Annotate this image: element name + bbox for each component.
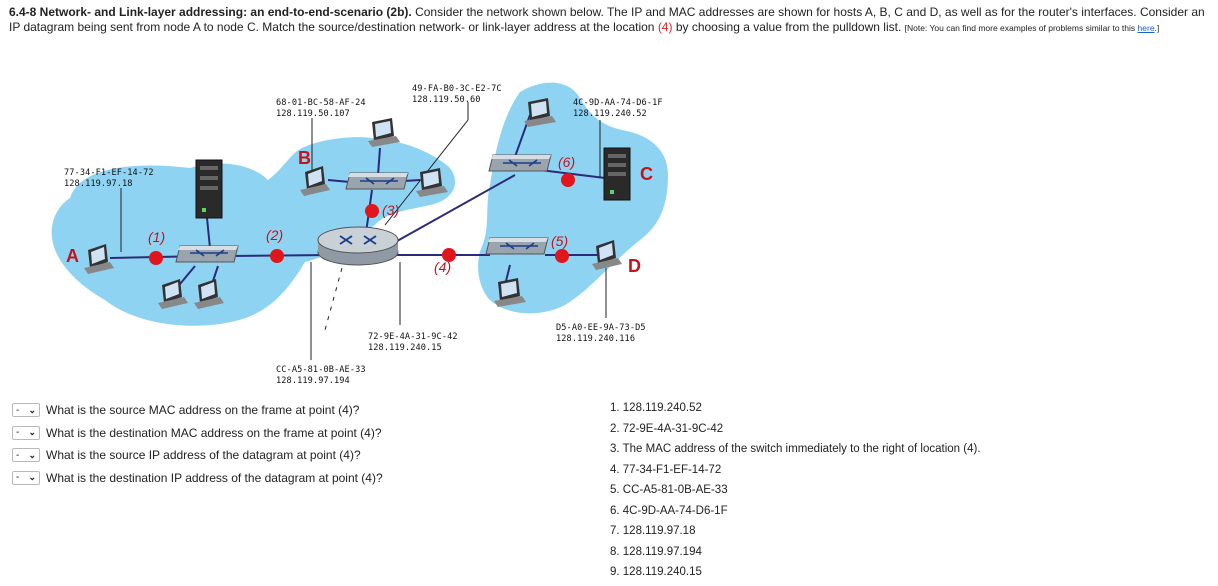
answer-option: 2. 72-9E-4A-31-9C-42: [610, 422, 724, 435]
point-3-dot: [365, 204, 379, 218]
answer-option: 6. 4C-9D-AA-74-D6-1F: [610, 504, 728, 517]
router: [318, 227, 398, 265]
router-if4-ip: 128.119.240.15: [368, 343, 442, 353]
point-4-label: (4): [434, 259, 452, 275]
router-if3-mac: 49-FA-B0-3C-E2-7C: [412, 84, 502, 94]
select-value: -: [16, 404, 20, 416]
question-row: [12, 444, 383, 467]
server-c: [604, 148, 630, 200]
answer-select-4[interactable]: [12, 471, 40, 485]
here-link[interactable]: here: [1137, 23, 1155, 33]
host-d-ip: 128.119.240.116: [556, 334, 636, 344]
answer-select-3[interactable]: [12, 448, 40, 462]
point-6-label: (6): [558, 154, 576, 170]
host-a-mac: 77-34-F1-EF-14-72: [64, 168, 154, 178]
question-list: [12, 399, 383, 489]
answer-options: [610, 400, 981, 585]
answer-select-2[interactable]: [12, 426, 40, 440]
location-label: (4): [657, 20, 673, 34]
switch-top: [346, 173, 408, 189]
point-5-label: (5): [551, 233, 569, 249]
answer-option: 9. 128.119.240.15: [610, 566, 702, 578]
host-a-label: A: [66, 246, 79, 266]
switch-left: [176, 246, 238, 262]
point-1-label: (1): [148, 229, 166, 245]
answer-option: 5. CC-A5-81-0B-AE-33: [610, 484, 728, 496]
problem-title: 6.4-8 Network- and Link-layer addressing: an end-to-end-scenario (2b).: [9, 5, 412, 19]
router-if3-ip: 128.119.50.60: [412, 95, 481, 105]
server-left: [196, 160, 222, 218]
host-c-ip: 128.119.240.52: [573, 109, 647, 119]
point-3-label: (3): [382, 202, 400, 218]
note-prefix: [Note: You can find more examples of problems similar to this: [904, 23, 1138, 33]
host-d-label: D: [628, 256, 641, 276]
point-6-dot: [561, 173, 575, 187]
host-c-mac: 4C-9D-AA-74-D6-1F: [573, 98, 663, 108]
point-5-dot: [555, 249, 569, 263]
select-value: -: [16, 472, 20, 484]
chevron-down-icon: ⌄: [28, 449, 36, 460]
chevron-down-icon: ⌄: [28, 404, 36, 415]
question-row: [12, 467, 383, 490]
point-2-dot: [270, 249, 284, 263]
host-a-ip: 128.119.97.18: [64, 179, 133, 189]
switch-right-top: [489, 155, 551, 171]
host-b-ip: 128.119.50.107: [276, 109, 350, 119]
router-if2-mac: CC-A5-81-0B-AE-33: [276, 365, 366, 375]
computer-top: [368, 118, 400, 147]
router-if4-mac: 72-9E-4A-31-9C-42: [368, 332, 458, 342]
note-suffix: .]: [1154, 23, 1160, 33]
answer-option: 1. 128.119.240.52: [610, 402, 702, 414]
answer-option: 3. The MAC address of the switch immediately to the right of location (4).: [610, 443, 981, 455]
answer-option: 4. 77-34-F1-EF-14-72: [610, 463, 722, 476]
answer-option: 8. 128.119.97.194: [610, 545, 702, 558]
answer-option: 7. 128.119.97.18: [610, 525, 696, 537]
problem-body-b: by choosing a value from the pulldown list.: [672, 20, 905, 34]
question-row: [12, 399, 383, 422]
switch-right-bottom: [486, 238, 548, 254]
point-2-label: (2): [266, 227, 284, 243]
question-row: [12, 422, 383, 445]
subnet-left-cloud: [52, 137, 455, 326]
host-b-label: B: [298, 148, 311, 168]
question-text: What is the destination IP address of the datagram at point (4)?: [46, 470, 383, 485]
question-text: What is the destination MAC address on the frame at point (4)?: [46, 425, 382, 440]
host-d-mac: D5-A0-EE-9A-73-D5: [556, 323, 646, 333]
question-text: What is the source IP address of the datagram at point (4)?: [46, 448, 361, 463]
problem-body-a: Consider the network shown below. The IP and MAC addresses are shown for hosts A, B, C and D, as well as for the router's interfaces. Consider an IP datagram being sent from node A to node C. Match the source/destination network- or link-layer address at the location: [9, 5, 1205, 34]
chevron-down-icon: ⌄: [28, 472, 36, 483]
host-b-mac: 68-01-BC-58-AF-24: [276, 98, 366, 108]
select-value: -: [16, 449, 20, 461]
host-c-label: C: [640, 164, 653, 184]
question-text: What is the source MAC address on the frame at point (4)?: [46, 403, 360, 418]
answer-select-1[interactable]: [12, 403, 40, 417]
select-value: -: [16, 427, 20, 439]
point-1-dot: [149, 251, 163, 265]
chevron-down-icon: ⌄: [28, 427, 36, 438]
router-if2-ip: 128.119.97.194: [276, 376, 350, 386]
